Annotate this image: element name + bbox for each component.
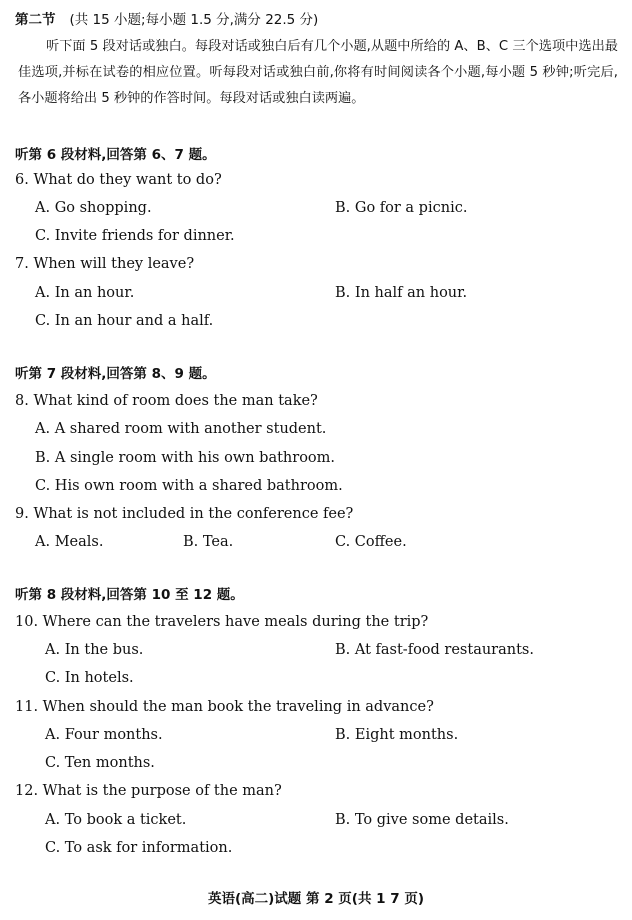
group-heading-8: 听第 7 段材料,回答第 8、9 题。 xyxy=(15,366,216,382)
question-11-option-c: C. Ten months. xyxy=(45,755,155,771)
question-9-option-a: A. Meals. xyxy=(35,534,104,550)
page-footer: 英语(高二)试题 第 2 页(共 1 7 页) xyxy=(207,891,425,907)
question-7-option-b: B. In half an hour. xyxy=(335,285,468,301)
question-10-option-c: C. In hotels. xyxy=(45,670,134,686)
question-10-option-b: B. At fast-food restaurants. xyxy=(335,642,534,658)
question-11-option-b: B. Eight months. xyxy=(335,727,459,743)
question-8-option-c: C. His own room with a shared bathroom. xyxy=(35,478,343,494)
question-7-option-a: A. In an hour. xyxy=(35,285,135,301)
question-9-option-c: C. Coffee. xyxy=(335,534,407,550)
question-12-stem: 12. What is the purpose of the man? xyxy=(15,783,282,799)
question-7-option-c: C. In an hour and a half. xyxy=(35,313,214,329)
question-8-option-b: B. A single room with his own bathroom. xyxy=(35,450,336,466)
question-8-stem: 8. What kind of room does the man take? xyxy=(15,393,318,409)
group-heading-10: 听第 8 段材料,回答第 10 至 12 题。 xyxy=(15,587,244,603)
section-title: 第二节 xyxy=(15,12,56,28)
question-11-stem: 11. When should the man book the traveling in advance? xyxy=(15,699,434,715)
question-6-option-b: B. Go for a picnic. xyxy=(335,200,468,216)
question-6-option-c: C. Invite friends for dinner. xyxy=(35,228,235,244)
question-9-option-b: B. Tea. xyxy=(183,534,234,550)
section-header xyxy=(15,10,318,30)
question-12-option-b: B. To give some details. xyxy=(335,812,509,828)
question-10-option-a: A. In the bus. xyxy=(45,642,144,658)
section-note: (共 15 小题;每小题 1.5 分,满分 22.5 分) xyxy=(69,12,319,28)
question-12-option-a: A. To book a ticket. xyxy=(45,812,187,828)
group-heading-6: 听第 6 段材料,回答第 6、7 题。 xyxy=(15,147,216,163)
question-6-stem: 6. What do they want to do? xyxy=(15,172,222,188)
question-7-stem: 7. When will they leave? xyxy=(15,256,195,272)
question-10-stem: 10. Where can the travelers have meals during the trip? xyxy=(15,614,429,630)
question-6-option-a: A. Go shopping. xyxy=(35,200,152,216)
question-11-option-a: A. Four months. xyxy=(45,727,163,743)
question-12-option-c: C. To ask for information. xyxy=(45,840,233,856)
section-instructions: 听下面 5 段对话或独白。每段对话或独白后有几个小题,从题中所给的 A、B、C 三个选项中选出最佳选项,并标在试卷的相应位置。听每段对话或独白前,你将有时间阅读各个小题,每小题 5 秒钟;听完后,各小题将给出 5 秒钟的作答时间。每段对话或独白读两遍。 xyxy=(18,39,618,106)
question-9-stem: 9. What is not included in the conference fee? xyxy=(15,506,354,522)
question-8-option-a: A. A shared room with another student. xyxy=(35,421,327,437)
